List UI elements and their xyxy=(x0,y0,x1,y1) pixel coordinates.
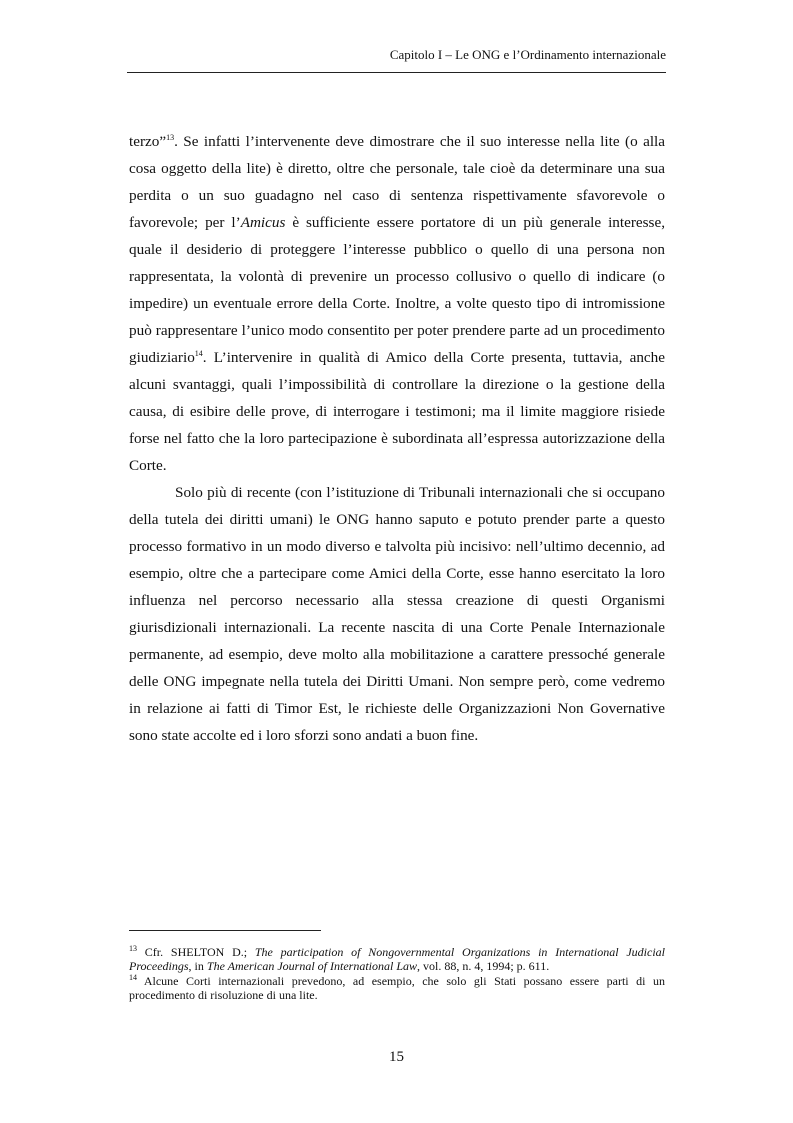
page-number: 15 xyxy=(389,1049,404,1065)
footnote-number: 13 xyxy=(129,944,137,953)
text-run: Alcune Corti internazionali prevedono, ad esempio, che solo gli Stati possano essere parti di un procedimento di risoluzione di una lite. xyxy=(129,974,665,1002)
footnote-14 xyxy=(129,975,665,1002)
header-rule xyxy=(127,72,666,73)
article-title: The participation of Nongovernmental Organizations in International Judicial Proceedings xyxy=(129,945,665,973)
text-run: è sufficiente essere portatore di un più generale interesse, quale il desiderio di proteggere l’interesse pubblico o quello di una persona non rappresentata, la volontà di prevenire un processo collusivo o quello di indicare (o impedire) un eventuale errore della Corte. Inoltre, a volte questo tipo di intromissione può rappresentare l’unico modo consentito per poter prendere parte ad un procedimento giudiziario xyxy=(129,214,666,366)
journal-title: The American Journal of International Law xyxy=(206,958,417,973)
footnotes xyxy=(129,946,665,1004)
footnote-rule xyxy=(129,930,321,931)
text-run: Cfr. SHELTON D.; xyxy=(137,945,255,959)
paragraph-2: Solo più di recente (con l’istituzione di Tribunali internazionali che si occupano della tutela dei diritti umani) le ONG hanno saputo e potuto prender parte a questo processo formativo in un modo diverso e talvolta più incisivo: nell’ultimo decennio, ad esempio, oltre che a partecipare come Amici della Corte, esse hanno esercitato la loro influenza nel percorso necessario alla stessa creazione di questi Organismi giurisdizionali internazionali. La recente nascita di una Corte Penale Internazionale permanente, ad esempio, deve molto alla mobilitazione a carattere pressoché generale delle ONG impegnate nella tutela dei Diritti Umani. Non sempre però, come vedremo in relazione ai fatti di Timor Est, le richieste delle Organizzazioni Non Governative sono state accolte ed i loro sforzi sono andati a buon fine. xyxy=(129,484,665,744)
running-header: Capitolo I – Le ONG e l’Ordinamento internazionale xyxy=(389,47,666,62)
footnote-number: 14 xyxy=(129,973,137,982)
text-run: , in xyxy=(188,958,207,973)
amicus-term: Amicus xyxy=(240,214,286,231)
footnote-13 xyxy=(129,946,665,973)
text-run: terzo” xyxy=(129,133,167,150)
footnote-ref-14[interactable]: 14 xyxy=(194,348,203,358)
text-run: . L’intervenire in qualità di Amico della Corte presenta, tuttavia, anche alcuni svantaggi, quali l’impossibilità di controllare la direzione o la gestione della causa, di esibire delle prove, di interrogare i testimoni; ma il limite maggiore risiede forse nel fatto che la loro partecipazione è subordinata all’espressa autorizzazione della Corte. xyxy=(129,349,665,474)
body-text xyxy=(129,128,665,749)
footnote-ref-13[interactable]: 13 xyxy=(166,132,175,142)
text-run: . Se infatti l’intervenente deve dimostrare che il suo interesse nella lite (o alla cosa oggetto della lite) è diretto, oltre che personale, tale cioè da determinare una sua perdita o un suo guadagno nel caso di sentenza rispettivamente sfavorevole o favorevole; per l’ xyxy=(129,133,665,231)
text-run: , vol. 88, n. 4, 1994; p. 611. xyxy=(417,958,550,973)
paragraph-1 xyxy=(129,128,665,479)
